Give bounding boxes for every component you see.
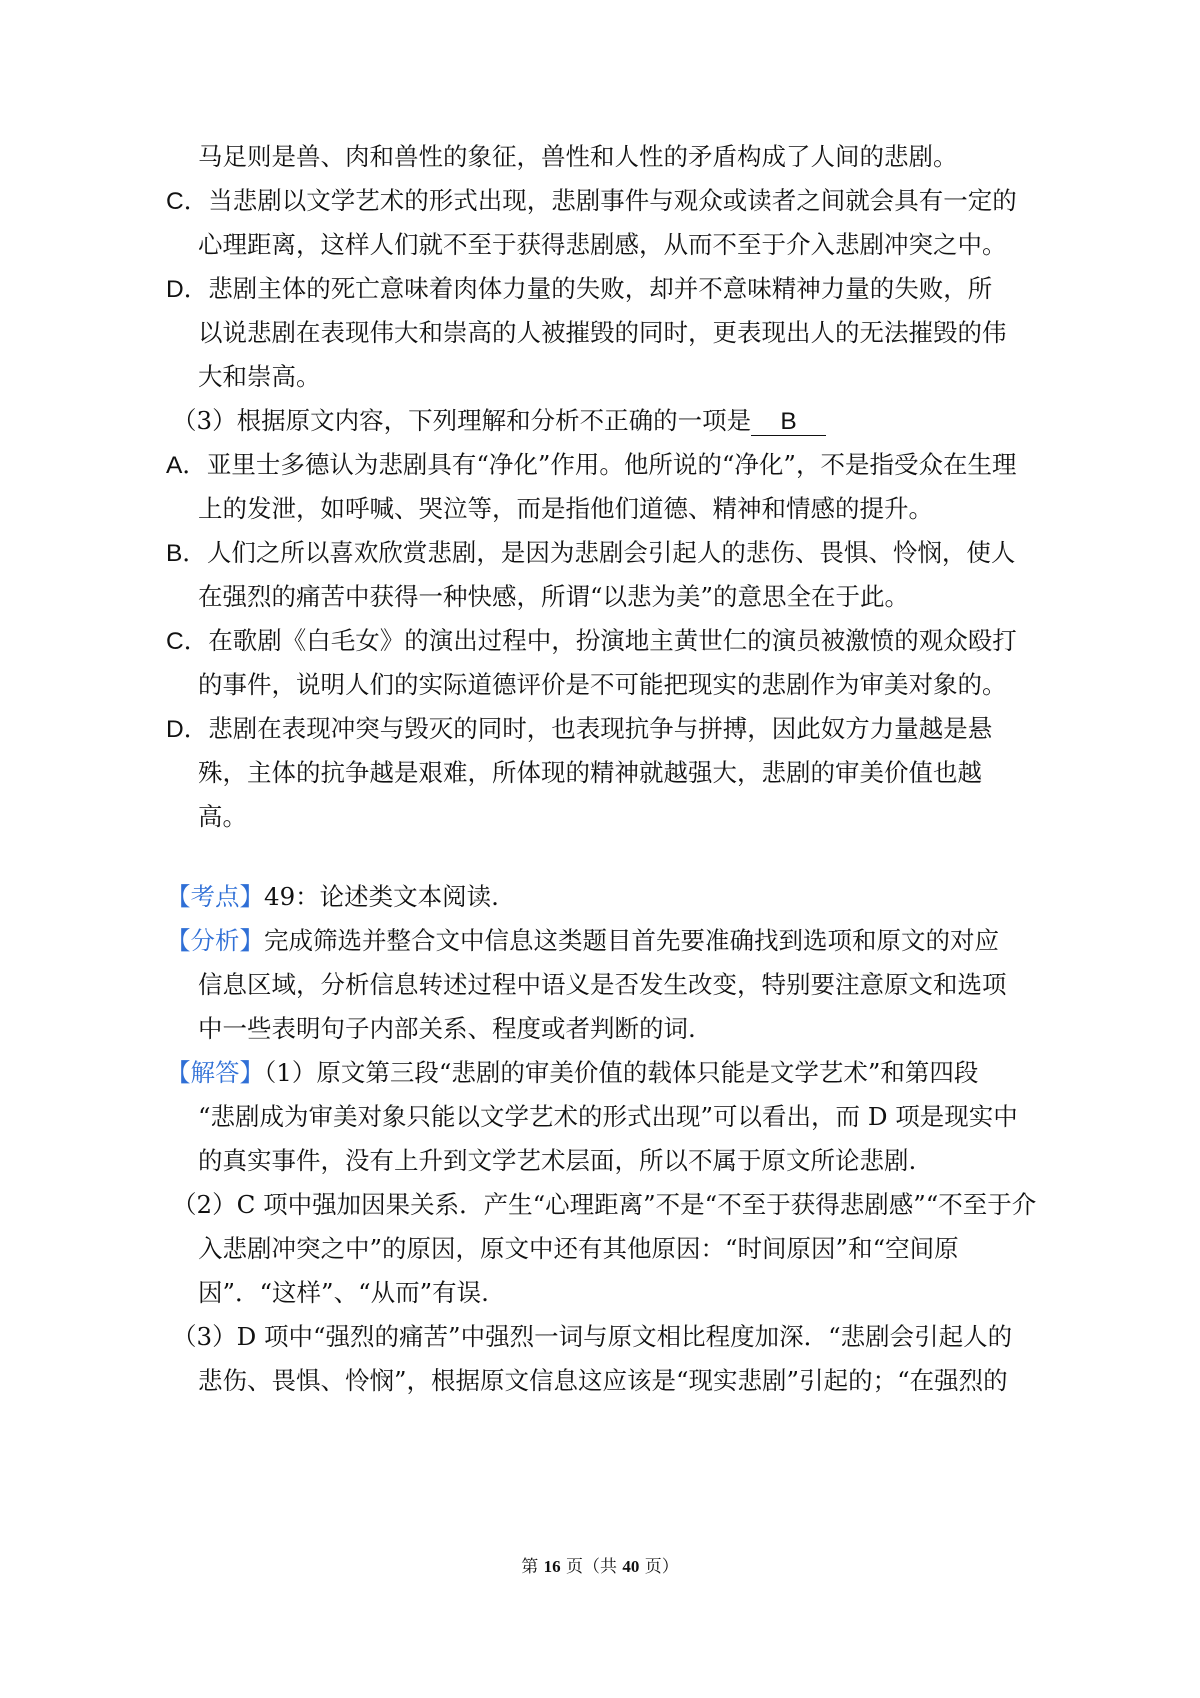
option-label: C． bbox=[166, 188, 209, 215]
page-number: 16 bbox=[543, 1557, 561, 1576]
option-label: B． bbox=[166, 540, 207, 567]
q3-option-d-line3: 高。 bbox=[198, 802, 247, 831]
jieda-p1-line2: “悲剧成为审美对象只能以文学艺术的形式出现”可以看出，而 D 项是现实中 bbox=[198, 1102, 1018, 1131]
q3-option-a-line2: 上的发泄，如呼喊、哭泣等，而是指他们道德、精神和情感的提升。 bbox=[198, 494, 933, 523]
jieda-p3: （3）D 项中“强烈的痛苦”中强烈一词与原文相比程度加深．“悲剧会引起人的 bbox=[172, 1322, 1013, 1351]
fenxi-tag: 【分析】 bbox=[166, 926, 264, 955]
q2-prev-option-tail: 马足则是兽、肉和兽性的象征，兽性和人性的矛盾构成了人间的悲剧。 bbox=[198, 142, 958, 171]
option-label: C． bbox=[166, 628, 209, 655]
jieda-p2-line2: 入悲剧冲突之中”的原因，原文中还有其他原因：“时间原因”和“空间原 bbox=[198, 1234, 959, 1263]
q2-option-d-line2: 以说悲剧在表现伟大和崇高的人被摧毁的同时，更表现出人的无法摧毁的伟 bbox=[198, 318, 1007, 347]
q2-option-d-line3: 大和崇高。 bbox=[198, 362, 321, 391]
q3-option-c-line2: 的事件，说明人们的实际道德评价是不可能把现实的悲剧作为审美对象的。 bbox=[198, 670, 1007, 699]
option-label: A． bbox=[166, 452, 207, 479]
kaodian-tag: 【考点】 bbox=[166, 882, 264, 911]
q2-option-d: D．悲剧主体的死亡意味着肉体力量的失败，却并不意味精神力量的失败，所 bbox=[166, 274, 993, 303]
q3-option-d: D．悲剧在表现冲突与毁灭的同时，也表现抗争与拼搏，因此奴方力量越是悬 bbox=[166, 714, 993, 743]
option-label: D． bbox=[166, 716, 209, 743]
q3-stem: （3）根据原文内容，下列理解和分析不正确的一项是 B bbox=[172, 404, 826, 438]
jieda-section: 【解答】（1）原文第三段“悲剧的审美价值的载体只能是文学艺术”和第四段 bbox=[166, 1058, 979, 1087]
q2-option-c: C．当悲剧以文学艺术的形式出现，悲剧事件与观众或读者之间就会具有一定的 bbox=[166, 186, 1017, 215]
kaodian-section: 【考点】49：论述类文本阅读. bbox=[166, 882, 499, 911]
q3-option-a: A．亚里士多德认为悲剧具有“净化”作用。他所说的“净化”，不是指受众在生理 bbox=[166, 450, 1017, 479]
q2-option-c-line2: 心理距离，这样人们就不至于获得悲剧感，从而不至于介入悲剧冲突之中。 bbox=[198, 230, 1007, 259]
page-footer: 第 16 页（共 40 页） bbox=[521, 1557, 679, 1577]
q3-option-b: B．人们之所以喜欢欣赏悲剧，是因为悲剧会引起人的悲伤、畏惧、怜悯，使人 bbox=[166, 538, 1016, 567]
answer-blank: B bbox=[751, 409, 826, 436]
jieda-tag: 【解答】 bbox=[166, 1058, 264, 1087]
fenxi-section: 【分析】完成筛选并整合文中信息这类题目首先要准确找到选项和原文的对应 bbox=[166, 926, 999, 955]
fenxi-line2: 信息区域，分析信息转述过程中语义是否发生改变，特别要注意原文和选项 bbox=[198, 970, 1007, 999]
jieda-p3-line2: 悲伤、畏惧、怜悯”，根据原文信息这应该是“现实悲剧”引起的；“在强烈的 bbox=[198, 1366, 1008, 1395]
jieda-p1-line3: 的真实事件，没有上升到文学艺术层面，所以不属于原文所论悲剧. bbox=[198, 1146, 917, 1175]
q3-option-b-line2: 在强烈的痛苦中获得一种快感，所谓“以悲为美”的意思全在于此。 bbox=[198, 582, 910, 611]
jieda-p2-line3: 因”．“这样”、“从而”有误. bbox=[198, 1278, 489, 1307]
option-label: D． bbox=[166, 276, 209, 303]
page-total: 40 bbox=[622, 1557, 640, 1576]
jieda-p2: （2）C 项中强加因果关系．产生“心理距离”不是“不至于获得悲剧感”“不至于介 bbox=[172, 1190, 1037, 1219]
q3-option-c: C．在歌剧《白毛女》的演出过程中，扮演地主黄世仁的演员被激愤的观众殴打 bbox=[166, 626, 1017, 655]
fenxi-line3: 中一些表明句子内部关系、程度或者判断的词. bbox=[198, 1014, 696, 1043]
q3-option-d-line2: 殊，主体的抗争越是艰难，所体现的精神就越强大，悲剧的审美价值也越 bbox=[198, 758, 982, 787]
